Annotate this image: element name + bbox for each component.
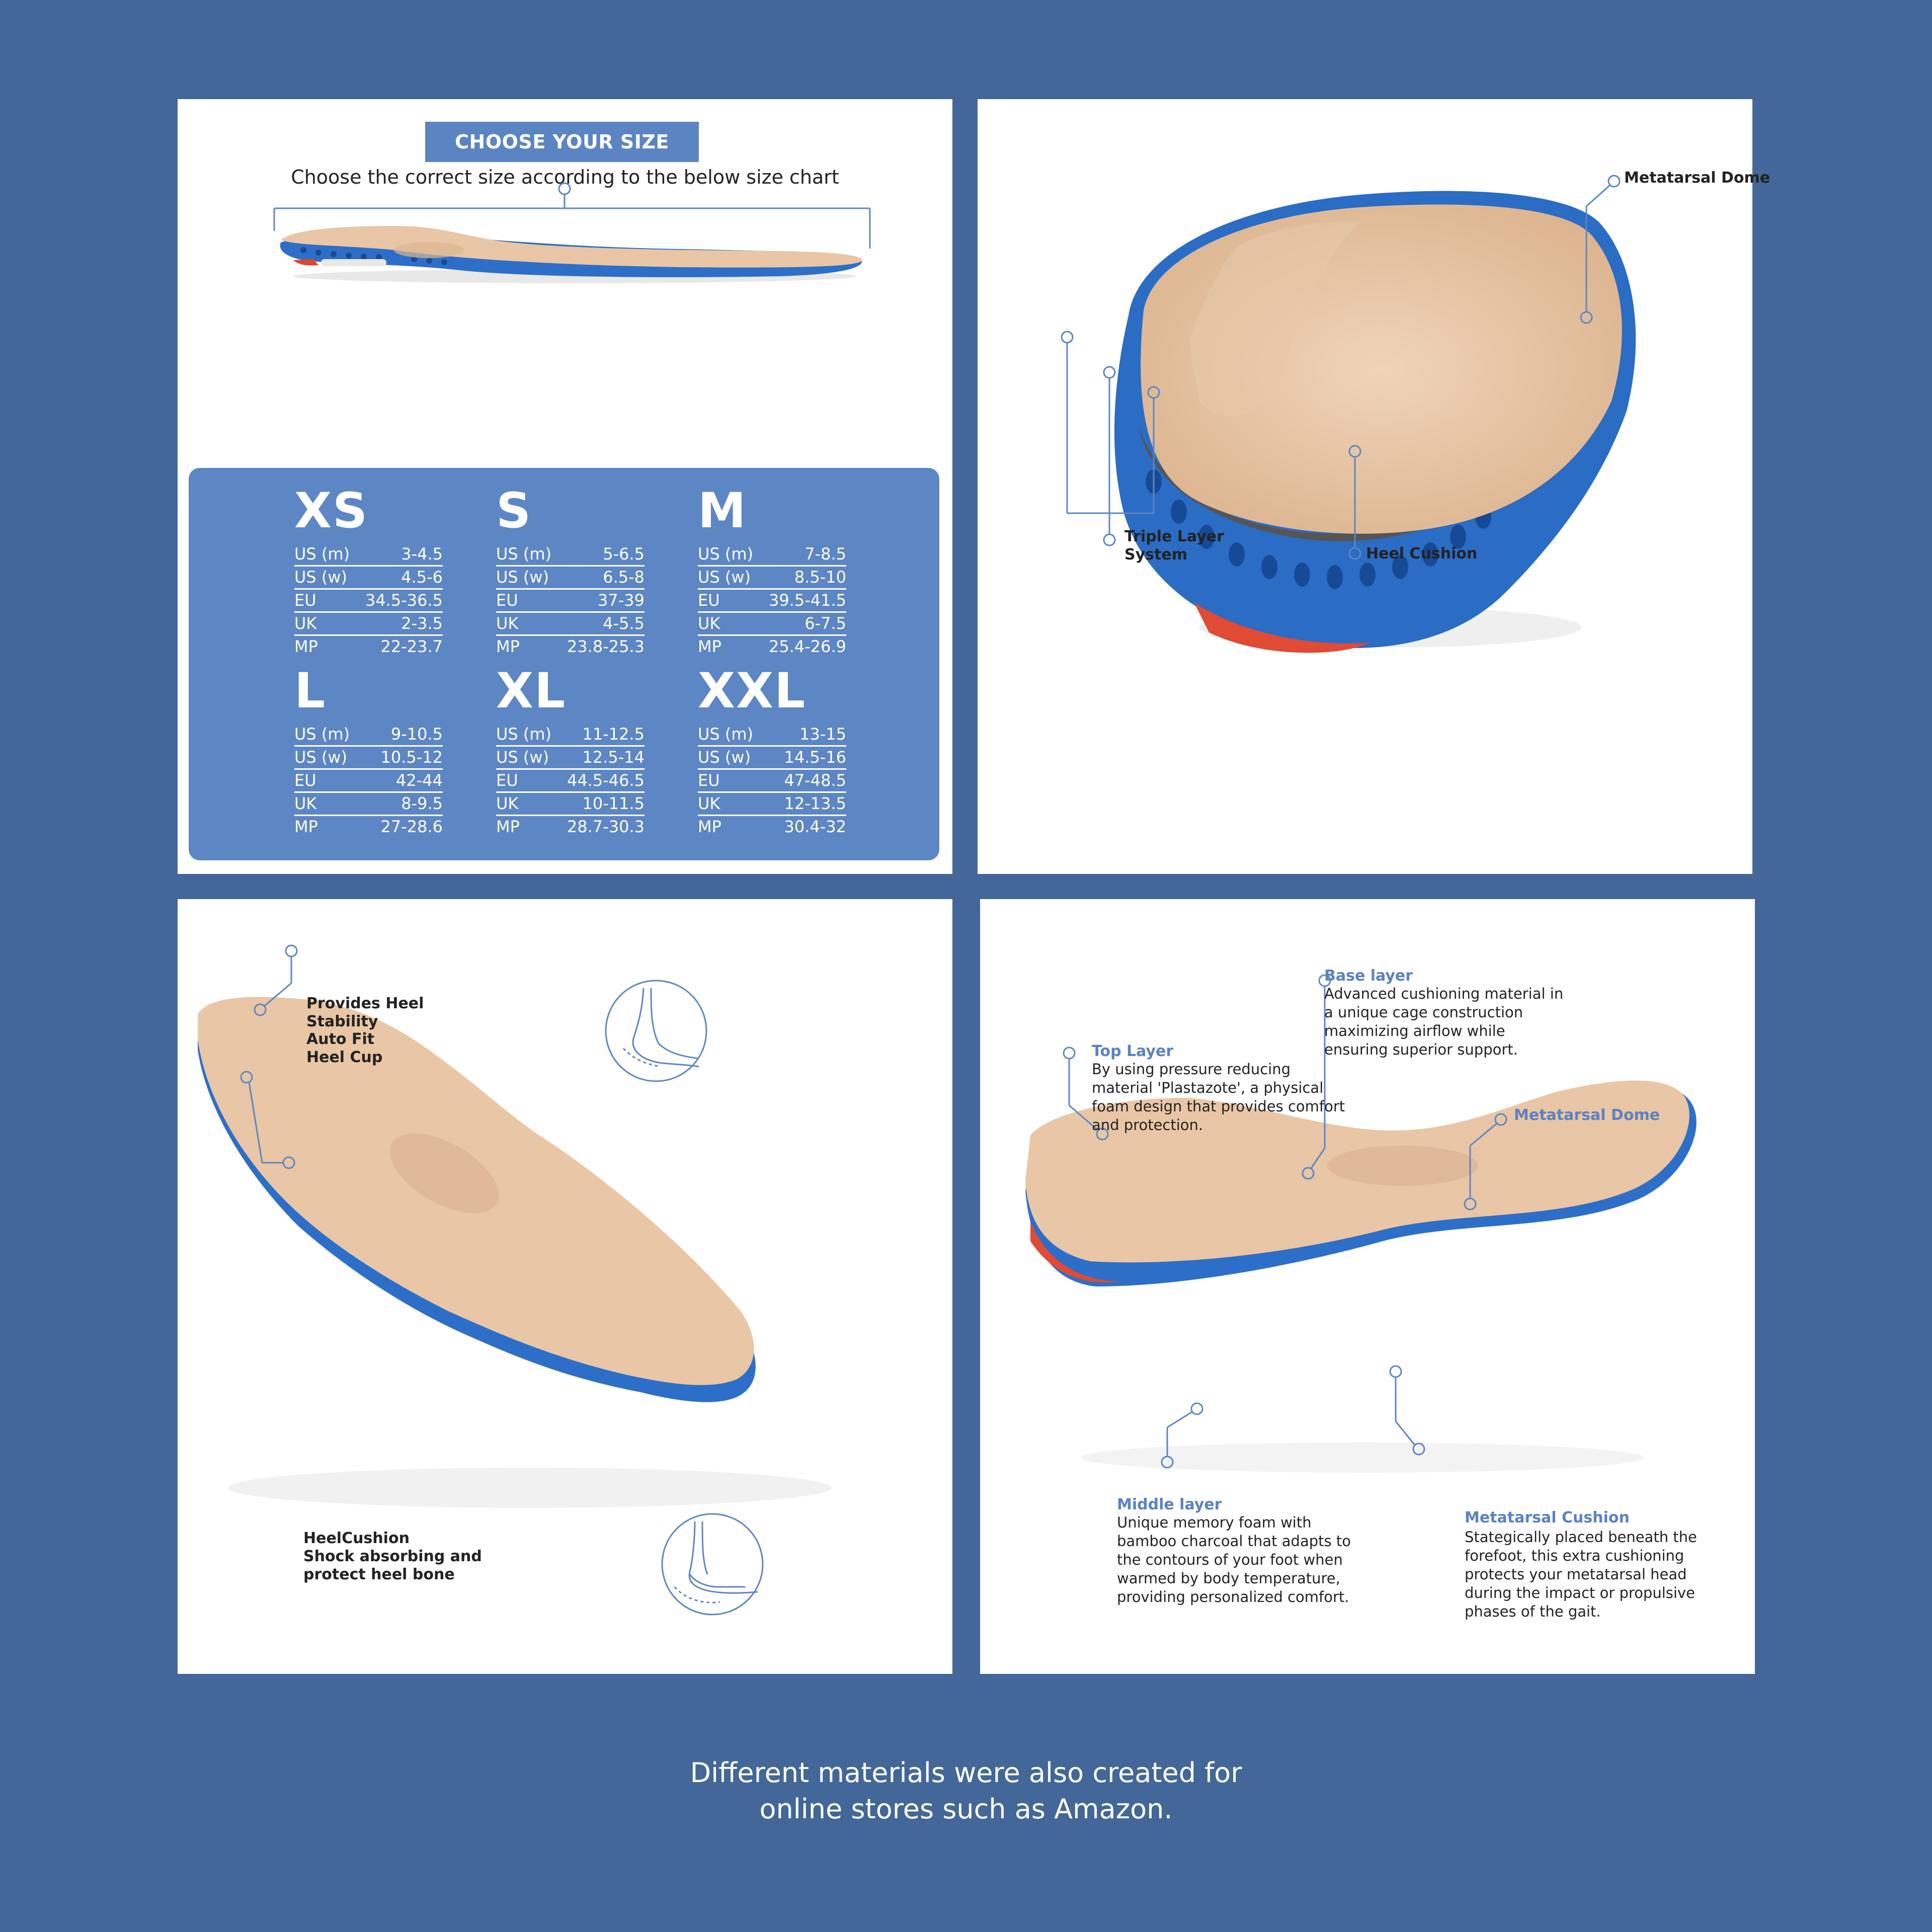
size-row: US (w) 12.5-14	[496, 747, 645, 770]
size-label: XL	[496, 663, 567, 719]
size-label: M	[698, 482, 747, 539]
top-layer-desc: By using pressure reducing material 'Plastazote', a physical foam design that provides comfort and protection.	[1092, 1061, 1345, 1134]
size-row: EU 44.5-46.5	[496, 770, 645, 793]
heel-stability-icon	[603, 978, 709, 1084]
size-row: EU 34.5-36.5	[294, 590, 443, 613]
heel-cushion-label: Heel Cushion	[1366, 545, 1478, 562]
footer-line-1: Different materials were also created for	[690, 1757, 1242, 1789]
size-row: US (m) 13-15	[698, 723, 846, 747]
size-column-l	[294, 663, 445, 838]
footer-caption	[0, 1755, 1932, 1827]
size-row: UK 6-7.5	[698, 613, 846, 636]
triple-layer-label: Triple Layer System	[1124, 528, 1224, 564]
size-chart-subtitle: Choose the correct size according to the below size chart	[291, 166, 839, 188]
size-row: US (m) 11-12.5	[496, 723, 645, 747]
size-row: UK 8-9.5	[294, 793, 443, 816]
metatarsal-cushion-title: Metatarsal Cushion	[1465, 1509, 1630, 1526]
size-row: US (w) 10.5-12	[294, 747, 443, 770]
metatarsal-dome-label: Metatarsal Dome	[1624, 169, 1770, 187]
size-row: MP 22-23.7	[294, 637, 443, 656]
size-row: EU 39.5-41.5	[698, 590, 846, 613]
size-row: US (w) 6.5-8	[496, 567, 645, 590]
metatarsal-dome-title: Metatarsal Dome	[1514, 1106, 1660, 1124]
size-row: MP 30.4-32	[698, 817, 846, 836]
size-row: EU 47-48.5	[698, 770, 846, 793]
choose-size-banner: CHOOSE YOUR SIZE	[425, 122, 699, 162]
size-row: UK 10-11.5	[496, 793, 645, 816]
heel-stability-label: Provides Heel Stability	[306, 995, 424, 1030]
size-table-card	[189, 468, 939, 860]
size-row: EU 37-39	[496, 590, 645, 613]
size-row: EU 42-44	[294, 770, 443, 793]
size-row: UK 12-13.5	[698, 793, 846, 816]
size-row: UK 2-3.5	[294, 613, 443, 636]
size-column-xxl	[698, 663, 849, 838]
insole-top-view-image	[178, 899, 952, 1674]
size-row: US (m) 7-8.5	[698, 543, 846, 567]
middle-layer-title: Middle layer	[1117, 1496, 1222, 1513]
size-column-xl	[496, 663, 647, 838]
size-row: MP 25.4-26.9	[698, 637, 846, 656]
size-column-m	[698, 482, 849, 658]
size-row: UK 4-5.5	[496, 613, 645, 636]
size-chart-panel	[178, 99, 952, 874]
heel-cushion-icon	[660, 1511, 765, 1617]
heel-closeup-panel	[978, 99, 1770, 874]
insole-heel-closeup-image	[978, 99, 1752, 874]
size-label: XS	[294, 482, 369, 539]
base-layer-title: Base layer	[1324, 967, 1413, 985]
size-label: XXL	[698, 663, 807, 719]
size-row: MP 27-28.6	[294, 817, 443, 836]
base-layer-desc: Advanced cushioning material in a unique cage construction maximizing airflow while ensuring superior support.	[1324, 985, 1564, 1058]
size-column-xs	[294, 482, 445, 658]
heel-cushion-label: HeelCushion Shock absorbing and protect heel bone	[303, 1530, 482, 1583]
top-layer-title: Top Layer	[1092, 1042, 1174, 1060]
size-row: US (m) 5-6.5	[496, 543, 645, 567]
size-label: L	[294, 663, 327, 719]
size-row: US (w) 4.5-6	[294, 567, 443, 590]
footer-line-2: online stores such as Amazon.	[759, 1793, 1173, 1825]
size-label: S	[496, 482, 532, 539]
heel-features-panel	[178, 899, 952, 1674]
size-row: MP 23.8-25.3	[496, 637, 645, 656]
metatarsal-cushion-desc: Stategically placed beneath the forefoot, this extra cushioning protects your metatarsal head during the impact or propulsive phases of the gait.	[1465, 1528, 1697, 1620]
size-row: MP 28.7-30.3	[496, 817, 645, 836]
layers-panel	[980, 899, 1755, 1674]
size-row: US (m) 9-10.5	[294, 723, 443, 747]
size-column-s	[496, 482, 647, 658]
size-row: US (m) 3-4.5	[294, 543, 443, 567]
middle-layer-desc: Unique memory foam with bamboo charcoal that adapts to the contours of your foot when warmed by body temperature, providing personalized comfort.	[1117, 1514, 1351, 1605]
auto-fit-label: Auto Fit Heel Cup	[306, 1030, 383, 1066]
size-row: US (w) 14.5-16	[698, 747, 846, 770]
size-row: US (w) 8.5-10	[698, 567, 846, 590]
